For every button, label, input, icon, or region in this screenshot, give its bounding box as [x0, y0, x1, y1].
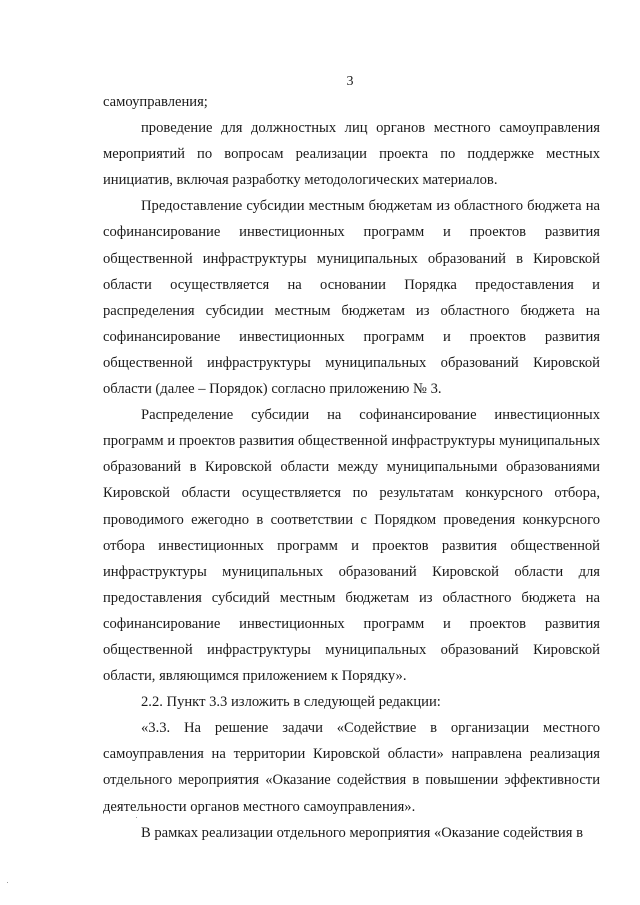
scan-artifact	[7, 882, 8, 883]
paragraph-event-implementation: В рамках реализации отдельного мероприятия «Оказание содействия в	[141, 824, 583, 841]
scan-artifact	[136, 817, 137, 818]
paragraph-subsidy-distribution: Распределение субсидии на софинансирование инвестиционных программ и проектов развития общественной инфраструктуры муниципальных образований в Кировской области между муниципальными образованиями Кировской области осуществляется по результатам конкурсного отбора, проводимого ежегодно в соответствии с Порядком проведения конкурсного отбора инвестиционных программ и проектов развития общественной инфраструктуры муниципальных образований Кировской области для предоставления субсидий местным бюджетам из областного бюджета на софинансирование инвестиционных программ и проектов развития общественной инфраструктуры муниципальных образований Кировской области, являющимся приложением к Порядку».	[103, 407, 600, 685]
page-number: 3	[346, 74, 354, 89]
paragraph-events: проведение для должностных лиц органов местного самоуправления мероприятий по вопросам реализации проекта по поддержке местных инициатив, включая разработку методологических материалов.	[103, 120, 600, 189]
paragraph-item-2-2: 2.2. Пункт 3.3 изложить в следующей редакции:	[141, 694, 441, 711]
paragraph-item-3-3: «3.3. На решение задачи «Содействие в организации местного самоуправления на территории Кировской области» направлена реализация отдельного мероприятия «Оказание содействия в повышении эффективности деятельности органов местного самоуправления».	[103, 720, 600, 815]
paragraph-continuation: самоуправления;	[103, 94, 208, 110]
document-body	[103, 89, 600, 846]
paragraph-subsidy-provision: Предоставление субсидии местным бюджетам из областного бюджета на софинансирование инвестиционных программ и проектов развития общественной инфраструктуры муниципальных образований в Кировской области осуществляется на основании Порядка предоставления и распределения субсидии местным бюджетам из областного бюджета на софинансирование инвестиционных программ и проектов развития общественной инфраструктуры муниципальных образований Кировской области (далее – Порядок) согласно приложению № 3.	[103, 198, 600, 398]
